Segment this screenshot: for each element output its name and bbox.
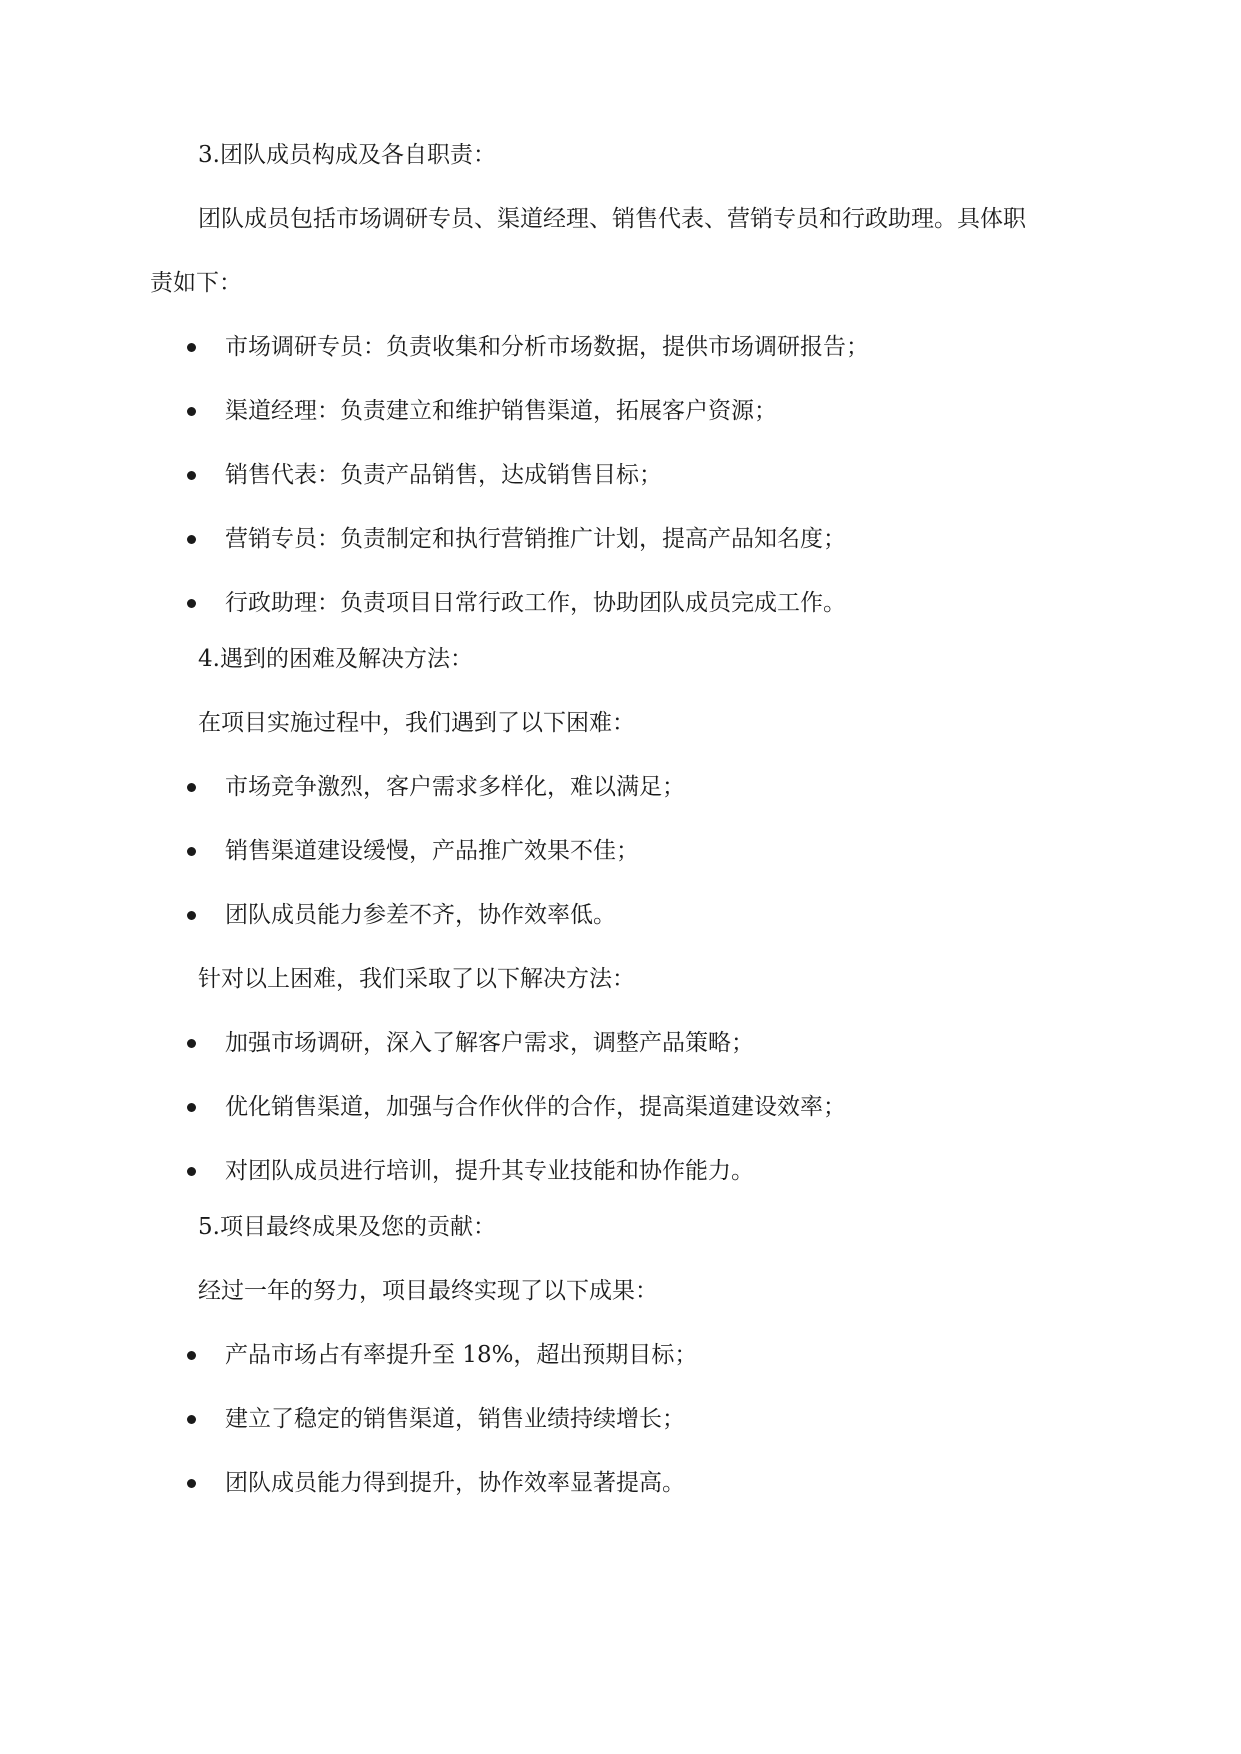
list-item-text: 优化销售渠道，加强与合作伙伴的合作，提高渠道建设效率； <box>225 1094 846 1120</box>
list-item-text: 行政助理：负责项目日常行政工作，协助团队成员完成工作。 <box>225 590 846 616</box>
list-item <box>150 523 1100 555</box>
list-item <box>150 1091 1100 1123</box>
list-item-text: 对团队成员进行培训，提升其专业技能和协作能力。 <box>225 1158 754 1184</box>
team-intro-line-2: 责如下： <box>150 270 242 296</box>
document-body <box>150 139 1100 1531</box>
list-item <box>150 395 1100 427</box>
results-intro: 经过一年的努力，项目最终实现了以下成果： <box>198 1278 658 1304</box>
team-intro-line-1: 团队成员包括市场调研专员、渠道经理、销售代表、营销专员和行政助理。具体职 <box>198 206 1026 232</box>
list-item <box>150 1027 1100 1059</box>
bullet-icon <box>187 783 196 792</box>
bullet-icon <box>187 471 196 480</box>
list-item-text: 建立了稳定的销售渠道，销售业绩持续增长； <box>225 1406 685 1432</box>
difficulties-intro: 在项目实施过程中，我们遇到了以下困难： <box>198 710 635 736</box>
bullet-icon <box>187 343 196 352</box>
list-item <box>150 1339 1100 1371</box>
bullet-icon <box>187 1167 196 1176</box>
bullet-icon <box>187 407 196 416</box>
section-heading-team: 3.团队成员构成及各自职责： <box>198 142 496 168</box>
section-heading-difficulties: 4.遇到的困难及解决方法： <box>198 646 473 672</box>
bullet-icon <box>187 1479 196 1488</box>
bullet-icon <box>187 599 196 608</box>
results-list <box>150 1339 1100 1499</box>
list-item <box>150 587 1100 619</box>
list-item-text: 团队成员能力参差不齐，协作效率低。 <box>225 902 616 928</box>
list-item <box>150 835 1100 867</box>
bullet-icon <box>187 1103 196 1112</box>
difficulties-list <box>150 771 1100 931</box>
list-item <box>150 1155 1100 1187</box>
bullet-icon <box>187 1351 196 1360</box>
bullet-icon <box>187 847 196 856</box>
list-item <box>150 459 1100 491</box>
list-item <box>150 1467 1100 1499</box>
bullet-icon <box>187 1415 196 1424</box>
bullet-icon <box>187 911 196 920</box>
list-item <box>150 771 1100 803</box>
list-item-text: 营销专员：负责制定和执行营销推广计划，提高产品知名度； <box>225 526 846 552</box>
bullet-icon <box>187 1039 196 1048</box>
list-item-text: 销售代表：负责产品销售，达成销售目标； <box>225 462 662 488</box>
list-item <box>150 1403 1100 1435</box>
list-item-text: 市场竞争激烈，客户需求多样化，难以满足； <box>225 774 685 800</box>
solutions-list <box>150 1027 1100 1187</box>
team-intro-paragraph <box>150 203 1100 299</box>
list-item-text: 团队成员能力得到提升，协作效率显著提高。 <box>225 1470 685 1496</box>
list-item-text: 渠道经理：负责建立和维护销售渠道，拓展客户资源； <box>225 398 777 424</box>
list-item-text: 销售渠道建设缓慢，产品推广效果不佳； <box>225 838 639 864</box>
list-item-text: 加强市场调研，深入了解客户需求，调整产品策略； <box>225 1030 754 1056</box>
list-item-text: 产品市场占有率提升至 18%，超出预期目标； <box>225 1342 698 1368</box>
team-role-list <box>150 331 1100 619</box>
list-item-text: 市场调研专员：负责收集和分析市场数据，提供市场调研报告； <box>225 334 869 360</box>
section-heading-results: 5.项目最终成果及您的贡献： <box>198 1214 496 1240</box>
solutions-intro: 针对以上困难，我们采取了以下解决方法： <box>198 966 635 992</box>
list-item <box>150 899 1100 931</box>
bullet-icon <box>187 535 196 544</box>
list-item <box>150 331 1100 363</box>
